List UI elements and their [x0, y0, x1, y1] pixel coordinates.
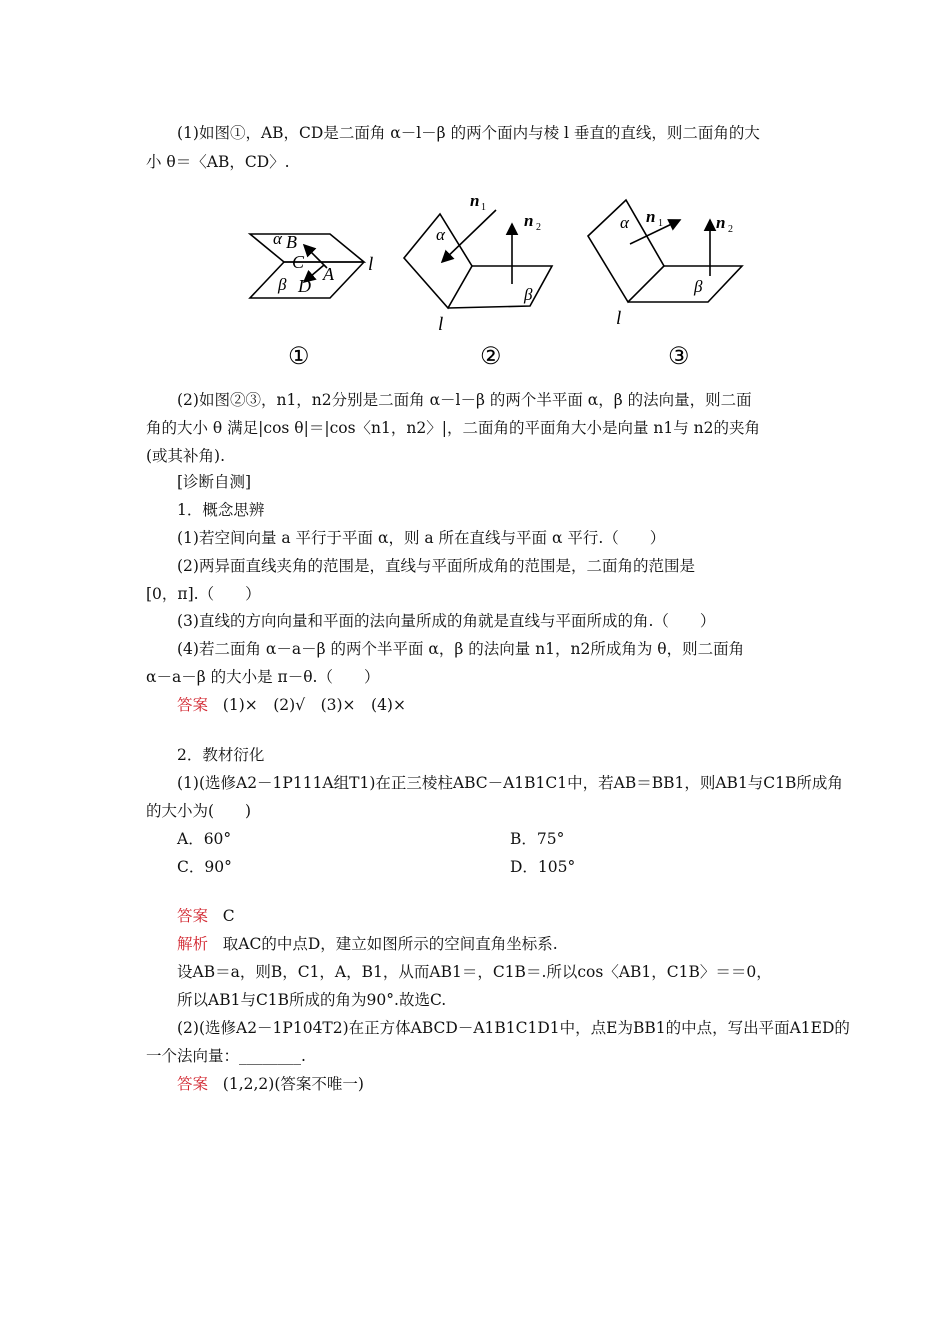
paragraph-1-line-2: 小 θ＝〈AB，CD〉.	[146, 153, 290, 171]
paragraph-2-line-1: (2)如图②③，n1，n2分别是二面角 α－l－β 的两个半平面 α，β 的法向量，则二面	[177, 391, 752, 409]
option-c: C．90°	[177, 858, 232, 876]
label-n2: n	[524, 211, 534, 230]
figure-number-2: ②	[480, 344, 502, 370]
label-A: A	[323, 264, 334, 284]
answer-1-text: (1)× (2)√ (3)× (4)×	[222, 696, 406, 714]
question-2-1-line-2: 的大小为( )	[146, 802, 252, 820]
option-d: D．105°	[510, 858, 576, 876]
dihedral-angle-figure	[232, 180, 762, 380]
diagnosis-header: [诊断自测]	[177, 473, 252, 491]
label-l: l	[616, 308, 622, 329]
label-beta: β	[694, 277, 703, 296]
analysis-line-3: 所以AB1与C1B所成的角为90°.故选C.	[177, 991, 447, 1009]
question-1-2-line-1: (2)两异面直线夹角的范围是，直线与平面所成角的范围是，二面角的范围是	[177, 557, 695, 575]
label-n2: n	[716, 213, 726, 232]
answer-label: 答案	[177, 907, 209, 925]
label-n2-sub: 2	[728, 224, 733, 235]
question-1-4-line-2: α－a－β 的大小是 π－θ.（ ）	[146, 668, 380, 686]
figure-number-3: ③	[668, 344, 690, 370]
label-C: C	[292, 252, 305, 272]
label-beta: β	[278, 275, 287, 294]
answer-label: 答案	[177, 696, 209, 714]
label-l: l	[368, 254, 374, 275]
analysis-label: 解析	[177, 935, 209, 953]
analysis-line-2: 设AB＝a，则B，C1，A，B1，从而AB1＝，C1B＝.所以cos〈AB1，C1B〉＝＝0，	[177, 963, 772, 981]
answer-label: 答案	[177, 1075, 209, 1093]
answer-3-text: (1,2,2)(答案不唯一)	[222, 1075, 364, 1093]
label-alpha: α	[436, 225, 445, 244]
answer-3-row	[177, 1074, 364, 1094]
answer-1-row	[177, 695, 406, 715]
answer-2-text: C	[222, 907, 235, 925]
answer-2-row	[177, 906, 235, 926]
question-2-2-line-2: 一个法向量：________.	[146, 1047, 306, 1065]
label-n1: n	[470, 191, 480, 210]
paragraph-2-line-2: 角的大小 θ 满足|cos θ|＝|cos〈n1，n2〉|，二面角的平面角大小是向量 n1与 n2的夹角	[146, 419, 761, 437]
label-alpha: α	[273, 229, 282, 248]
label-beta: β	[524, 285, 533, 304]
question-1-1: (1)若空间向量 a 平行于平面 α，则 a 所在直线与平面 α 平行.（ ）	[177, 529, 666, 547]
figure-number-1: ①	[288, 344, 310, 370]
analysis-row	[177, 934, 558, 954]
label-n1: n	[646, 207, 656, 226]
option-b: B．75°	[510, 830, 565, 848]
analysis-line-1: 取AC的中点D，建立如图所示的空间直角坐标系.	[222, 935, 558, 953]
paragraph-1-line-1: (1)如图①，AB，CD是二面角 α－l－β 的两个面内与棱 l 垂直的直线，则二面角的大	[177, 124, 760, 142]
label-D: D	[298, 276, 311, 296]
label-B: B	[286, 232, 297, 252]
question-1-title: 1．概念思辨	[177, 501, 265, 519]
label-l: l	[438, 314, 444, 335]
option-a: A．60°	[177, 830, 232, 848]
label-n1-sub: 1	[658, 218, 663, 229]
label-n1-sub: 1	[481, 202, 486, 213]
question-2-2-line-1: (2)(选修A2－1P104T2)在正方体ABCD－A1B1C1D1中，点E为BB1的中点，写出平面A1ED的	[177, 1019, 850, 1037]
question-2-1-line-1: (1)(选修A2－1P111A组T1)在正三棱柱ABC－A1B1C1中，若AB＝BB1，则AB1与C1B所成角	[177, 774, 843, 792]
question-1-2-line-2: [0，π].（ ）	[146, 585, 261, 603]
question-1-4-line-1: (4)若二面角 α－a－β 的两个半平面 α，β 的法向量 n1，n2所成角为 θ，则二面角	[177, 640, 745, 658]
paragraph-2-line-3: (或其补角).	[146, 447, 226, 465]
question-1-3: (3)直线的方向向量和平面的法向量所成的角就是直线与平面所成的角.（ ）	[177, 612, 716, 630]
question-2-title: 2．教材衍化	[177, 746, 265, 764]
label-n2-sub: 2	[536, 222, 541, 233]
label-alpha: α	[620, 213, 629, 232]
